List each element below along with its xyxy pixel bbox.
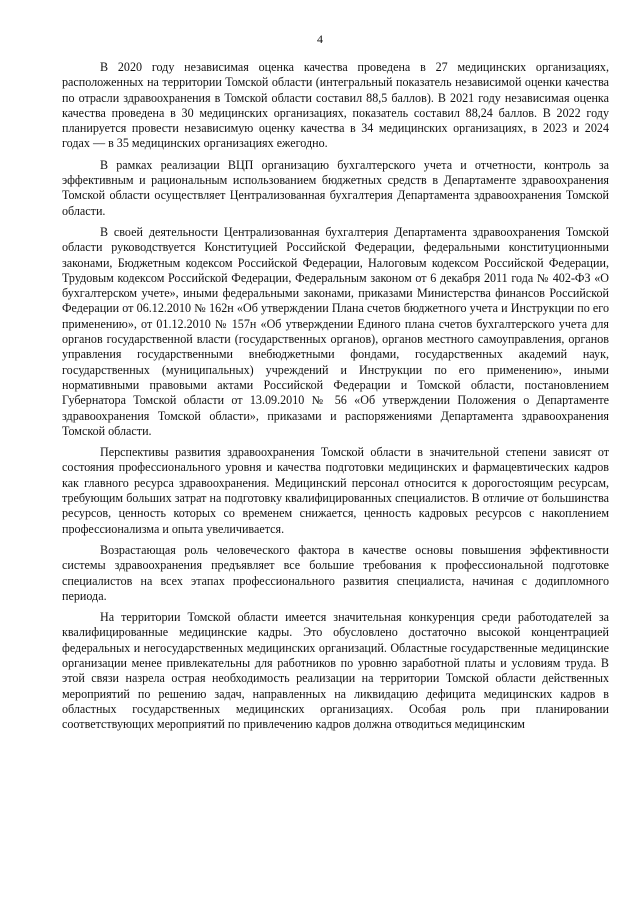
paragraph-legal-basis: В своей деятельности Централизованная бухгалтерия Департамента здравоохранения Томской области руководствуется Конституцией Российской Федерации, федеральными конституционными законами, Бюджетным кодексом Российской Федерации, Налоговым кодексом Российской Федерации, Трудовым кодексом Российской Федерации, Федеральным законом от 6 декабря 2011 года № 402-ФЗ «О бухгалтерском учете», иными федеральными законами, приказами Министерства финансов Российской Федерации от 06.12.2010 № 162н «Об утверждении Плана счетов бюджетного учета и Инструкции по его применению», от 01.12.2010 № 157н «Об утверждении Единого плана счетов бухгалтерского учета для органов государственной власти (государственных органов), органов местного самоуправления, органов управления государственными внебюджетными фондами, государственных академий наук, государственных (муниципальных) учреждений и Инструкции по его применению», иными нормативными правовыми актами Российской Федерации и Томской области, постановлением Губернатора Томской области от 13.09.2010 № 56 «Об утверждении Положения о Департаменте здравоохранения Томской области», приказами и распоряжениями Департамента здравоохранения Томской области. bbox=[62, 224, 609, 438]
paragraph-independent-quality-assessment: В 2020 году независимая оценка качества проведена в 27 медицинских организациях, расположенных на территории Томской области (интегральный показатель независимой оценки качества по отрасли здравоохранения в Томской области составил 88,5 баллов). В 2021 году независимая оценка качества проведена в 30 медицинских организациях, показатель составил 88,24 баллов. В 2022 году планируется провести независимую оценку качества в 34 медицинских организациях, в 2023 и 2024 годах — в 35 медицинских организациях ежегодно. bbox=[62, 60, 609, 151]
paragraph-human-factor: Возрастающая роль человеческого фактора в качестве основы повышения эффективности системы здравоохранения предъявляет все большие требования к профессиональной подготовке специалистов на всех этапах профессионального развития специалиста, начиная с додипломного периода. bbox=[62, 542, 609, 603]
page-number: 4 bbox=[317, 32, 323, 46]
paragraph-healthcare-staff-prospects: Перспективы развития здравоохранения Томской области в значительной степени зависят от состояния профессионального уровня и качества подготовки медицинских и фармацевтических кадров как главного ресурса здравоохранения. Медицинский персонал относится к дорогостоящим ресурсам, требующим больших затрат на подготовку квалифицированных специалистов. В отличие от большинства ресурсов, ценность которых со временем снижается, ценность кадровых ресурсов с накоплением профессионализма и опыта увеличивается. bbox=[62, 445, 609, 536]
paragraph-centralized-accounting: В рамках реализации ВЦП организацию бухгалтерского учета и отчетности, контроль за эффективным и рациональным использованием бюджетных средств в Департаменте здравоохранения Томской области осуществляет Централизованная бухгалтерия Департамента здравоохранения Томской области. bbox=[62, 157, 609, 218]
paragraph-staff-competition: На территории Томской области имеется значительная конкуренция среди работодателей за квалифицированные медицинские кадры. Это обусловлено достаточно высокой концентрацией федеральных и негосударственных медицинских организаций. Областные государственные медицинские организации менее привлекательны для работников по уровню заработной платы и условиям труда. В этой связи назрела острая необходимость реализации на территории Томской области действенных мероприятий по решению задач, направленных на ликвидацию дефицита медицинских кадров в областных государственных медицинских организациях. Особая роль при планировании соответствующих мероприятий по привлечению кадров должна отводиться медицинским bbox=[62, 610, 609, 732]
page-body bbox=[62, 60, 609, 738]
